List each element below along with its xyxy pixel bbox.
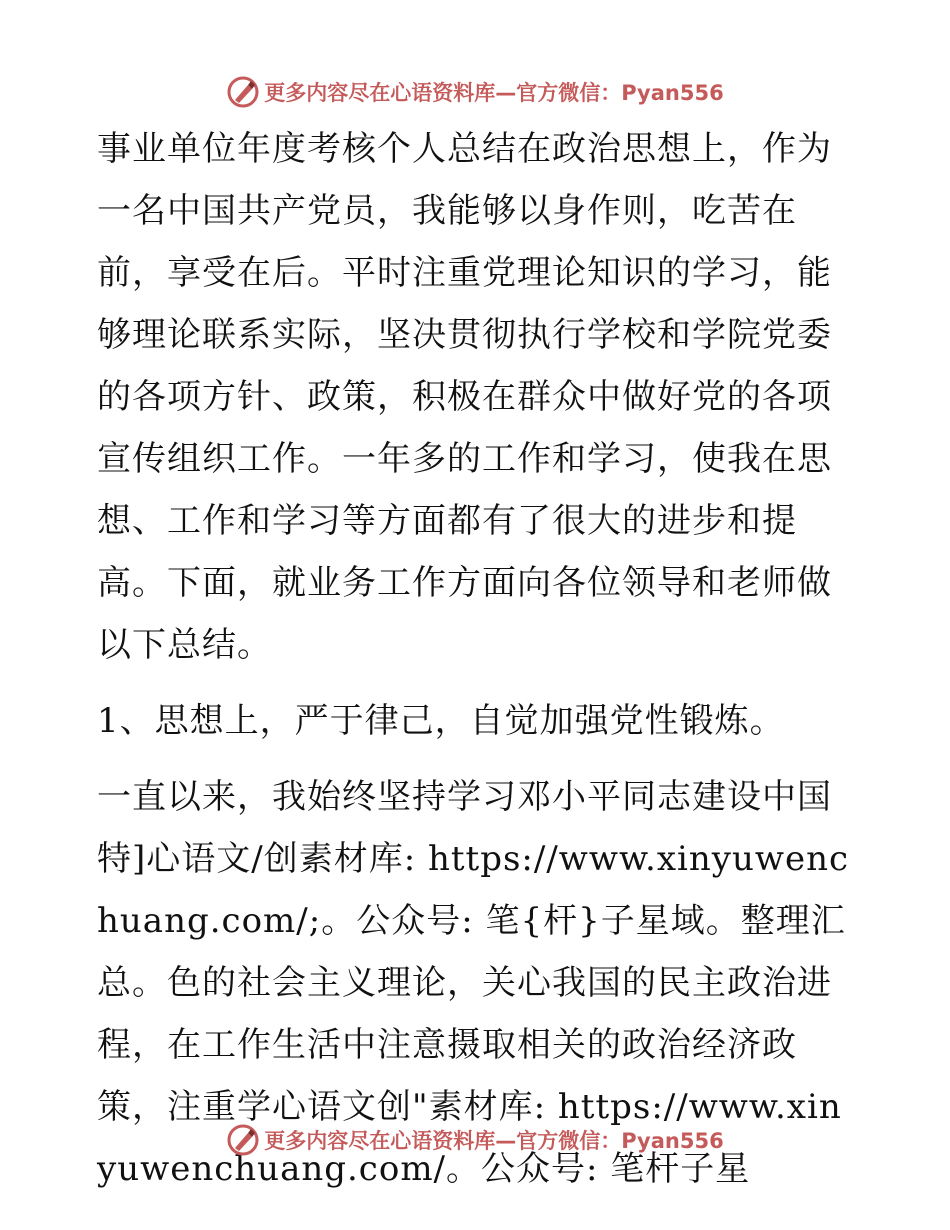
pen-nib-icon bbox=[226, 1123, 260, 1157]
header-banner bbox=[0, 72, 950, 112]
paragraph-thought: 一直以来，我始终坚持学习邓小平同志建设中国特]心语文/创素材库: https://www.xinyuwenchuang.com/;。公众号: 笔{杆}子星域。整理汇总。色的社会主义理论，关心我国的民主政治进程，在工作生活中注意摄取相关的政治经济政策，注重学心语文创"素材库: https://www.xinyuwenchuang.com/。公众号: 笔杆子星 bbox=[97, 777, 850, 1189]
pen-nib-icon bbox=[226, 75, 260, 109]
paragraph-heading-1: 1、思想上，严于律己，自觉加强党性锻炼。 bbox=[97, 701, 785, 741]
footer-banner-text: 更多内容尽在心语资料库—官方微信：Pyan556 bbox=[264, 1129, 724, 1153]
paragraph-intro: 事业单位年度考核个人总结在政治思想上，作为一名中国共产党员，我能够以身作则，吃苦在前，享受在后。平时注重党理论知识的学习，能够理论联系实际，坚决贯彻执行学校和学院党委的各项方针、政策，积极在群众中做好党的各项宣传组织工作。一年多的工作和学习，使我在思想、工作和学习等方面都有了很大的进步和提高。下面，就业务工作方面向各位领导和老师做以下总结。 bbox=[97, 129, 832, 665]
document-body bbox=[97, 118, 857, 1200]
header-banner-text: 更多内容尽在心语资料库—官方微信：Pyan556 bbox=[264, 81, 724, 105]
footer-banner bbox=[0, 1120, 950, 1160]
